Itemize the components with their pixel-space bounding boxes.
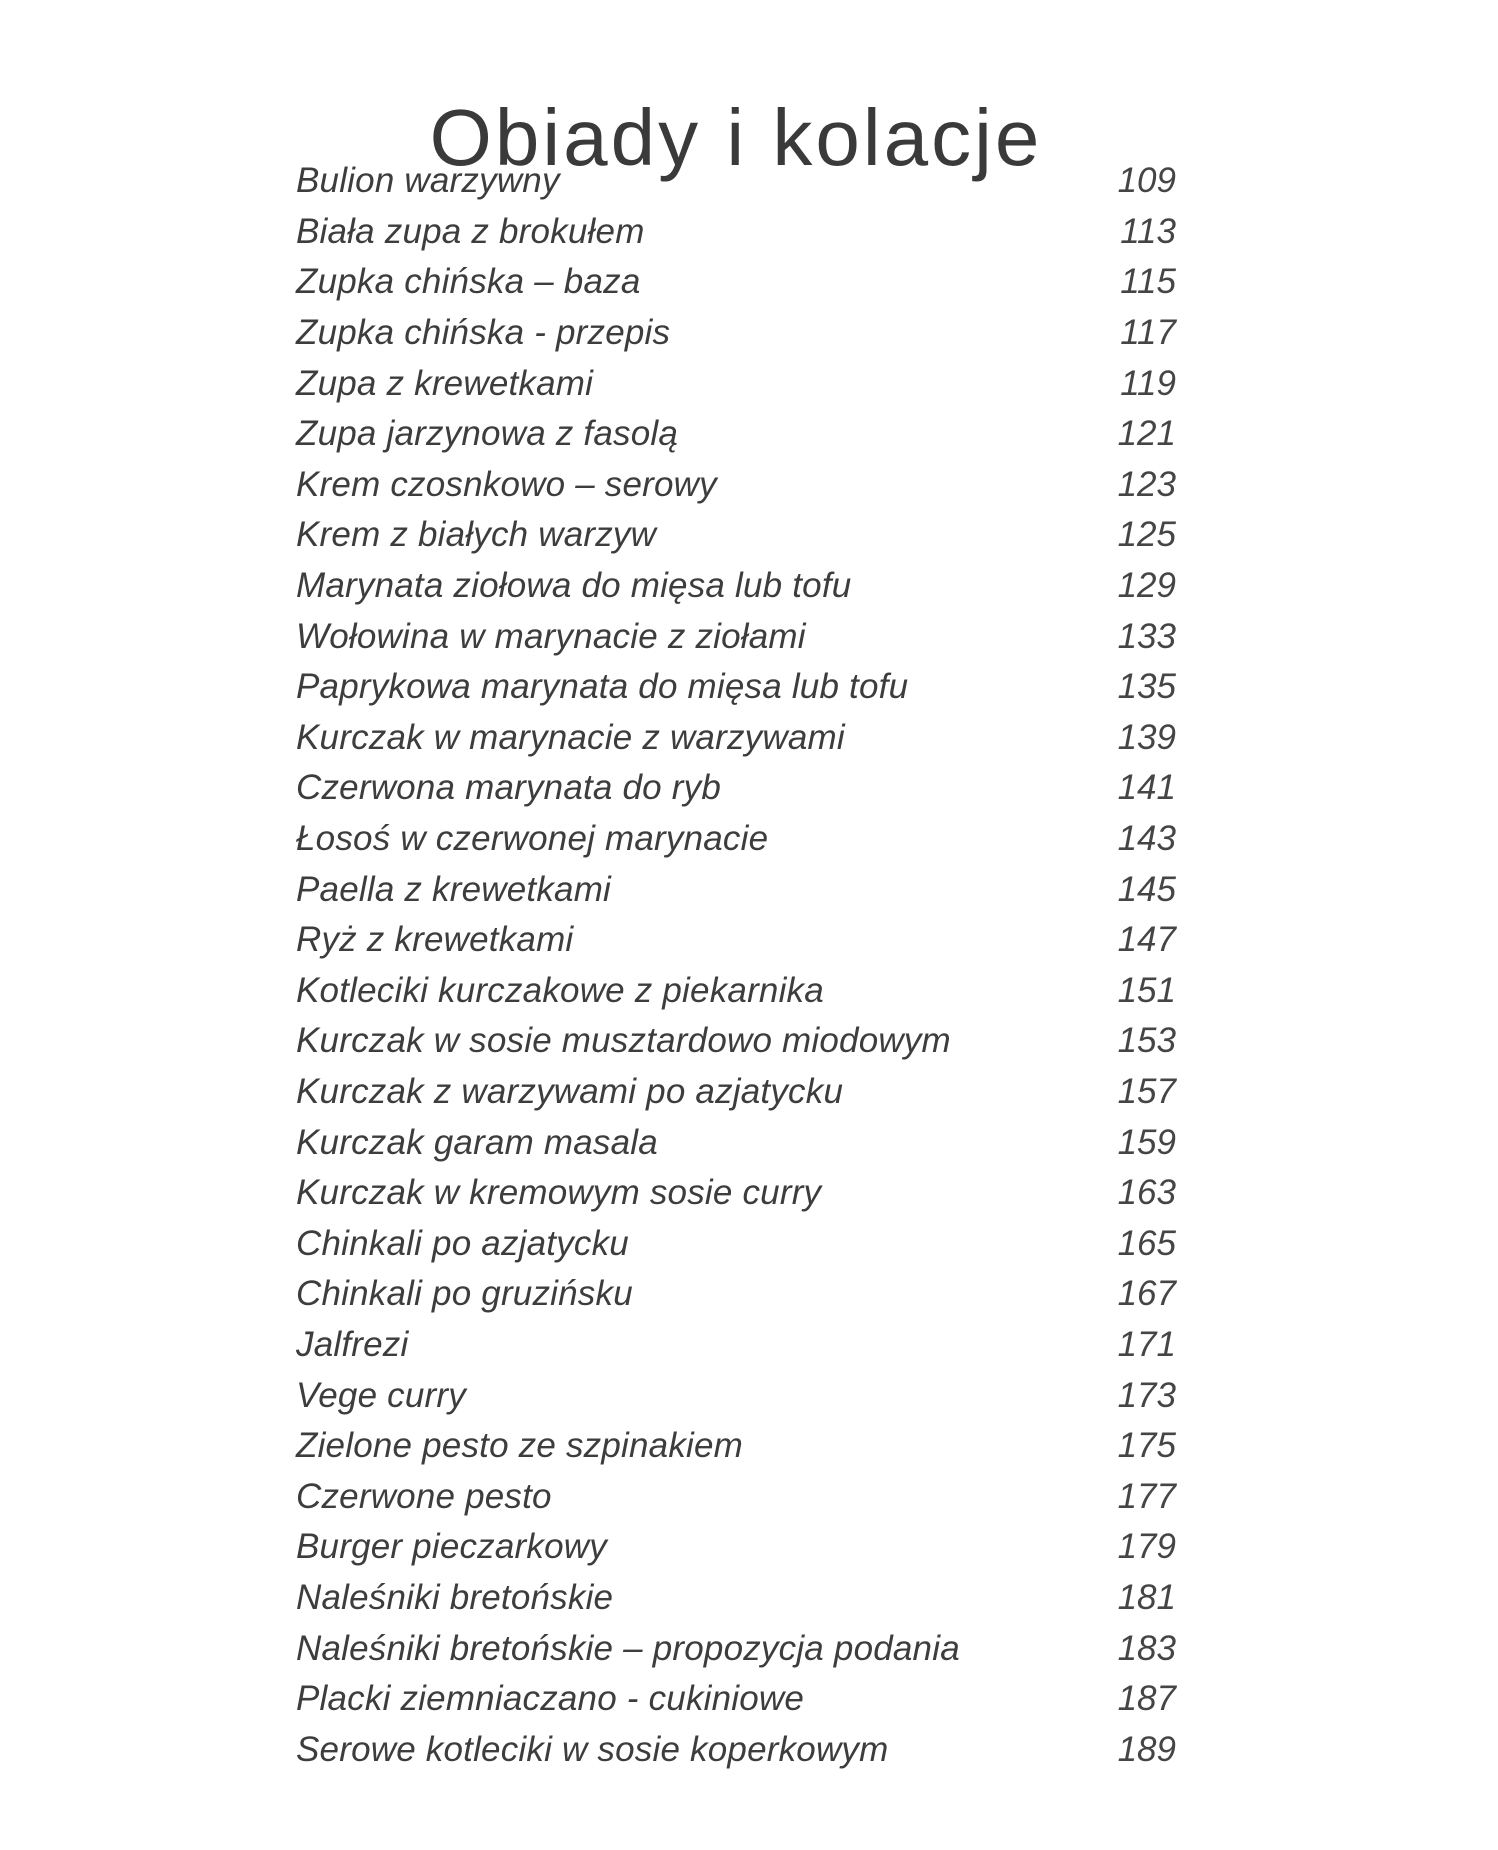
toc-entry [296, 358, 1176, 409]
toc-entry [296, 460, 1176, 511]
recipe-title: Krem czosnkowo – serowy [296, 464, 717, 504]
page-title: Obiady i kolacje [429, 92, 1043, 182]
recipe-title: Chinkali po gruzińsku [296, 1274, 633, 1314]
toc-entry [296, 1117, 1176, 1168]
recipe-title: Kurczak w marynacie z warzywami [296, 717, 845, 757]
toc-entry [296, 1623, 1176, 1674]
page-number: 159 [1117, 1122, 1176, 1162]
page-number: 135 [1117, 667, 1176, 707]
page-number: 125 [1117, 515, 1176, 555]
toc-entry [296, 763, 1176, 814]
toc-entry [296, 207, 1176, 258]
recipe-title: Łosoś w czerwonej marynacie [296, 819, 769, 859]
page-number: 189 [1117, 1729, 1176, 1769]
recipe-title: Placki ziemniaczano - cukiniowe [296, 1679, 805, 1719]
toc-entry [296, 1168, 1176, 1219]
page-number: 133 [1117, 616, 1176, 656]
toc-entry [296, 510, 1176, 561]
recipe-title: Czerwona marynata do ryb [296, 768, 721, 808]
toc-entry [296, 915, 1176, 966]
page-number: 145 [1117, 869, 1176, 909]
recipe-title: Paprykowa marynata do mięsa lub tofu [296, 667, 909, 707]
toc-entry [296, 1724, 1176, 1775]
toc-entry [296, 1067, 1176, 1118]
toc-entry [296, 1421, 1176, 1472]
recipe-title: Zupka chińska – baza [296, 262, 641, 302]
page-number: 157 [1117, 1071, 1176, 1111]
toc-entry [296, 662, 1176, 713]
page-number: 153 [1117, 1021, 1176, 1061]
recipe-title: Serowe kotleciki w sosie koperkowym [296, 1729, 889, 1769]
recipe-title: Paella z krewetkami [296, 869, 612, 909]
page-number: 167 [1117, 1274, 1176, 1314]
page-number: 119 [1120, 363, 1176, 403]
page-number: 165 [1117, 1223, 1176, 1263]
page-number: 123 [1117, 464, 1176, 504]
page-number: 141 [1117, 768, 1176, 808]
page-number: 175 [1117, 1426, 1176, 1466]
toc-entry [296, 308, 1176, 359]
recipe-title: Zupa z krewetkami [296, 363, 594, 403]
recipe-title: Naleśniki bretońskie [296, 1577, 614, 1617]
toc-entry [296, 864, 1176, 915]
recipe-title: Kurczak w kremowym sosie curry [296, 1173, 822, 1213]
page-number: 151 [1117, 970, 1176, 1010]
page-number: 177 [1117, 1476, 1176, 1516]
toc-entry [296, 1016, 1176, 1067]
recipe-title: Marynata ziołowa do mięsa lub tofu [296, 566, 852, 606]
page-number: 187 [1117, 1679, 1176, 1719]
toc-entry [296, 561, 1176, 612]
recipe-title: Biała zupa z brokułem [296, 211, 645, 251]
recipe-title: Kurczak garam masala [296, 1122, 658, 1162]
page-number: 139 [1117, 717, 1176, 757]
page-number: 109 [1117, 161, 1176, 201]
table-of-contents [296, 156, 1176, 1775]
page-number: 117 [1120, 313, 1176, 353]
recipe-title: Zupa jarzynowa z fasolą [296, 414, 679, 454]
recipe-title: Kurczak w sosie musztardowo miodowym [296, 1021, 951, 1061]
page-number: 121 [1117, 414, 1176, 454]
toc-entry [296, 1522, 1176, 1573]
toc-entry [296, 1471, 1176, 1522]
recipe-title: Naleśniki bretońskie – propozycja podania [296, 1628, 960, 1668]
toc-entry [296, 1674, 1176, 1725]
recipe-title: Zupka chińska - przepis [296, 313, 671, 353]
toc-entry [296, 156, 1176, 207]
page-number: 163 [1117, 1173, 1176, 1213]
recipe-title: Kotleciki kurczakowe z piekarnika [296, 970, 824, 1010]
recipe-title: Bulion warzywny [296, 161, 560, 201]
toc-entry [296, 611, 1176, 662]
page-number: 179 [1117, 1527, 1176, 1567]
page-number: 181 [1117, 1577, 1176, 1617]
recipe-title: Wołowina w marynacie z ziołami [296, 616, 806, 656]
toc-entry [296, 1218, 1176, 1269]
page-number: 173 [1117, 1375, 1176, 1415]
recipe-title: Burger pieczarkowy [296, 1527, 607, 1567]
recipe-title: Kurczak z warzywami po azjatycku [296, 1071, 844, 1111]
page-number: 147 [1117, 920, 1176, 960]
page-number: 143 [1117, 819, 1176, 859]
page-number: 183 [1117, 1628, 1176, 1668]
recipe-title: Vege curry [296, 1375, 466, 1415]
toc-entry [296, 814, 1176, 865]
page-number: 171 [1117, 1324, 1176, 1364]
toc-entry [296, 713, 1176, 764]
recipe-title: Krem z białych warzyw [296, 515, 657, 555]
page-number: 115 [1120, 262, 1176, 302]
toc-entry [296, 966, 1176, 1017]
toc-entry [296, 1370, 1176, 1421]
toc-entry [296, 409, 1176, 460]
toc-entry [296, 1269, 1176, 1320]
page-number: 113 [1120, 211, 1176, 251]
toc-entry [296, 1573, 1176, 1624]
toc-entry [296, 1320, 1176, 1371]
recipe-title: Jalfrezi [296, 1324, 409, 1364]
toc-entry [296, 257, 1176, 308]
page-number: 129 [1117, 566, 1176, 606]
recipe-title: Zielone pesto ze szpinakiem [296, 1426, 744, 1466]
recipe-title: Czerwone pesto [296, 1476, 552, 1516]
recipe-title: Chinkali po azjatycku [296, 1223, 629, 1263]
recipe-title: Ryż z krewetkami [296, 920, 574, 960]
